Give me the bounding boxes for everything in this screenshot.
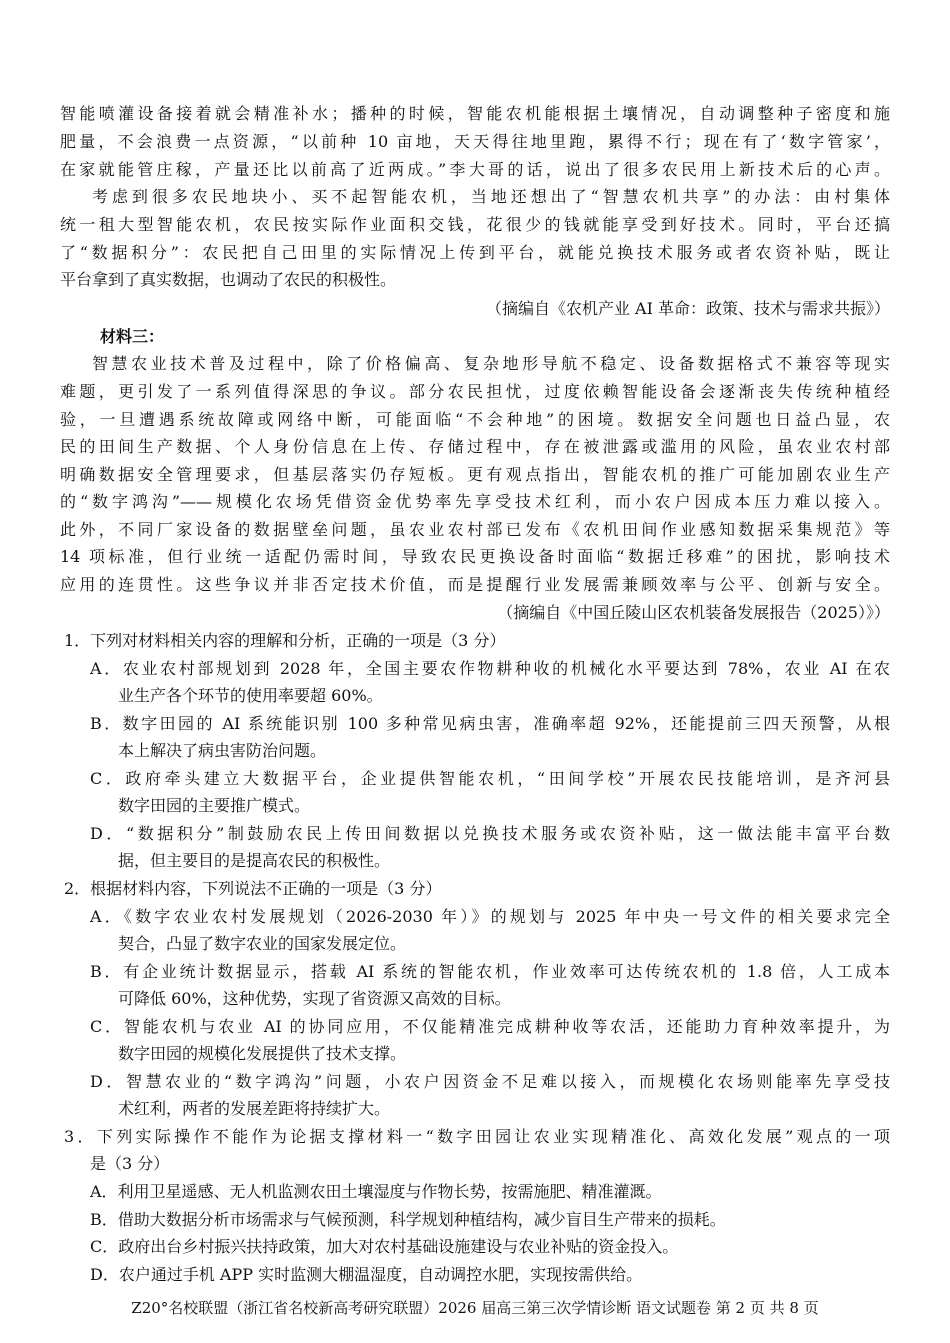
option-c[interactable]: C．政府牵头建立大数据平台，企业提供智能农机，“田间学校”开展农民技能培训，是齐河县 [90,769,890,788]
option-c[interactable]: C．智能农机与农业 AI 的协同应用，不仅能精准完成耕种收等农活，还能助力育种效率提升，为 [90,1017,890,1036]
option-d[interactable]: D．“数据积分”制鼓励农民上传田间数据以兑换技术服务或农资补贴，这一做法能丰富平台数 [90,824,890,843]
option-b[interactable]: B．借助大数据分析市场需求与气候预测，科学规划种植结构，减少盲目生产带来的损耗。 [90,1210,726,1229]
passage-line: 验，一旦遭遇系统故障或网络中断，可能面临“不会种地”的困境。数据安全问题也日益凸显，农 [60,410,890,429]
page-footer: Z20°名校联盟（浙江省名校新高考研究联盟）2026 届高三第三次学情诊断 语文试题卷 第 2 页 共 8 页 [131,1299,819,1317]
option-d-cont: 据，但主要目的是提高农民的积极性。 [118,851,391,870]
passage-line: 应用的连贯性。这些争议并非否定技术价值，而是提醒行业发展需兼顾效率与公平、创新与安全。 [60,575,890,594]
option-b[interactable]: B．有企业统计数据显示，搭载 AI 系统的智能农机，作业效率可达传统农机的 1.8 倍，人工成本 [90,962,890,981]
option-c-cont: 数字田园的主要推广模式。 [118,796,311,815]
source-citation: （摘编自《中国丘陵山区农机装备发展报告（2025）》） [497,603,890,622]
question-stem: 1．下列对材料相关内容的理解和分析，正确的一项是（3 分） [64,631,506,650]
passage-line: 民的田间生产数据、个人身份信息在上传、存储过程中，存在被泄露或滥用的风险，虽农业农村部 [60,437,890,456]
passage-line: 的“数字鸿沟”——规模化农场凭借资金优势率先享受技术红利，而小农户因成本压力难以接入。 [60,492,890,511]
passage-line: 考虑到很多农民地块小、买不起智能农机，当地还想出了“智慧农机共享”的办法：由村集体 [92,187,890,206]
option-d-cont: 术红利，两者的发展差距将持续扩大。 [118,1099,391,1118]
passage-line: 统一租大型智能农机，农民按实际作业面积交钱，花很少的钱就能享受到好技术。同时，平台还搞 [60,215,890,234]
passage-line: 此外，不同厂家设备的数据壁垒问题，虽农业农村部已发布《农机田间作业感知数据采集规范》等 [60,520,890,539]
option-b-cont: 本上解决了病虫害防治问题。 [118,741,327,760]
passage-line: 14 项标准，但行业统一适配仍需时间，导致农民更换设备时面临“数据迁移难”的困扰，影响技术 [60,547,890,566]
question-stem: 2．根据材料内容，下列说法不正确的一项是（3 分） [64,879,442,898]
question-stem: 3．下列实际操作不能作为论据支撑材料一“数字田园让农业实现精准化、高效化发展”观点的一项 [64,1127,890,1146]
passage-line: 了“数据积分”：农民把自己田里的实际情况上传到平台，就能兑换技术服务或者农资补贴，既让 [60,243,890,262]
source-citation: （摘编自《农机产业 AI 革命：政策、技术与需求共振》） [485,299,890,318]
passage-line: 明确数据安全管理要求，但基层落实仍存短板。更有观点指出，智能农机的推广可能加剧农业生产 [60,465,890,484]
section-heading: 材料三： [100,327,165,346]
passage-line: 智能喷灌设备接着就会精准补水；播种的时候，智能农机能根据土壤情况，自动调整种子密度和施 [60,104,890,123]
option-a-cont: 契合，凸显了数字农业的国家发展定位。 [118,934,407,953]
option-a[interactable]: A．《数字农业农村发展规划（2026-2030 年）》的规划与 2025 年中央一号文件的相关要求完全 [90,907,890,926]
option-c-cont: 数字田园的规模化发展提供了技术支撑。 [118,1044,407,1063]
option-b[interactable]: B．数字田园的 AI 系统能识别 100 多种常见病虫害，准确率超 92%，还能提前三四天预警，从根 [90,714,890,733]
passage-line: 在家就能管庄稼，产量还比以前高了近两成。”李大哥的话，说出了很多农民用上新技术后的心声。 [60,160,890,179]
option-a-cont: 业生产各个环节的使用率要超 60%。 [118,686,383,705]
passage-line: 肥量，不会浪费一点资源，“以前种 10 亩地，天天得往地里跑，累得不行；现在有了‘数字管家’， [60,132,890,151]
option-a[interactable]: A．利用卫星遥感、无人机监测农田土壤湿度与作物长势，按需施肥、精准灌溉。 [90,1182,662,1201]
option-a[interactable]: A．农业农村部规划到 2028 年，全国主要农作物耕种收的机械化水平要达到 78%，农业 AI 在农 [90,659,890,678]
option-d[interactable]: D．农户通过手机 APP 实时监测大棚温湿度，自动调控水肥，实现按需供给。 [90,1265,643,1284]
passage-line: 智慧农业技术普及过程中，除了价格偏高、复杂地形导航不稳定、设备数据格式不兼容等现实 [92,354,890,373]
option-d[interactable]: D．智慧农业的“数字鸿沟”问题，小农户因资金不足难以接入，而规模化农场则能率先享受技 [90,1072,890,1091]
passage-line: 难题，更引发了一系列值得深思的争议。部分农民担忧，过度依赖智能设备会逐渐丧失传统种植经 [60,382,890,401]
question-stem-cont: 是（3 分） [90,1154,170,1173]
option-b-cont: 可降低 60%，这种优势，实现了省资源又高效的目标。 [118,989,511,1008]
option-c[interactable]: C．政府出台乡村振兴扶持政策，加大对农村基础设施建设与农业补贴的资金投入。 [90,1237,679,1256]
passage-line: 平台拿到了真实数据，也调动了农民的积极性。 [60,270,397,289]
